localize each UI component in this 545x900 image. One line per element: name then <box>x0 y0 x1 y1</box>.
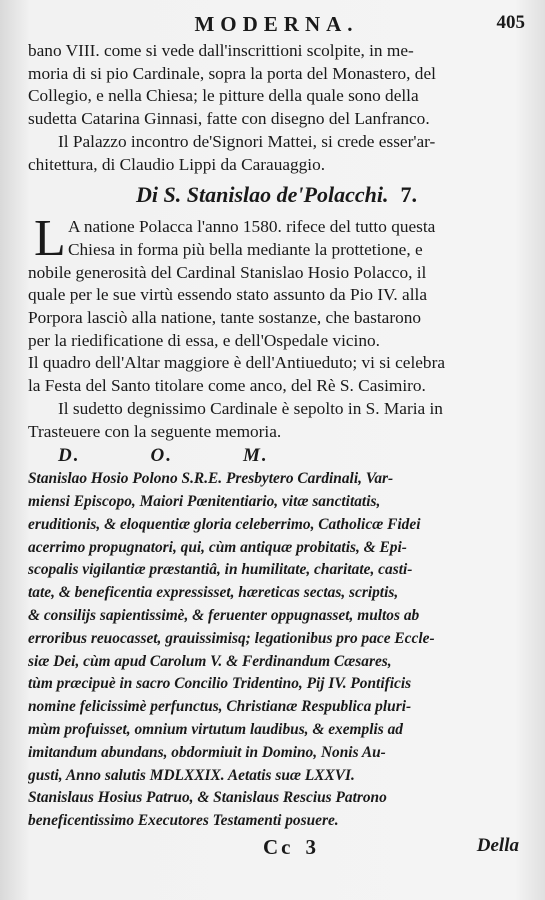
text-line: Il Palazzo incontro de'Signori Mattei, si crede esser'ar- <box>58 131 436 151</box>
epitaph-line: & consilijs sapientissimè, & feruenter oppugnasset, multos ab <box>28 607 420 625</box>
text-line: bano VIII. come si vede dall'inscrittioni scolpite, in me- <box>28 41 414 60</box>
text-line: la Festa del Santo titolare come anco, del Rè S. Casimiro. <box>28 376 426 396</box>
text-line: nobile generosità del Cardinal Stanislao Hosio Polacco, il <box>28 262 427 282</box>
text-line: Collegio, e nella Chiesa; le pitture della quale sono della <box>28 86 419 106</box>
text-line: moria di si pio Cardinale, sopra la porta del Monastero, del <box>28 63 436 83</box>
epitaph-line: Stanislao Hosio Polono S.R.E. Presbytero Cardinali, Var- <box>28 470 394 488</box>
section-paragraph <box>28 210 525 352</box>
running-head-title: MODERNA. <box>194 12 359 36</box>
intro-paragraph <box>28 40 525 131</box>
text-line: Chiesa in forma più bella mediante la prottetione, e <box>68 239 423 259</box>
epitaph-line: Stanislaus Hosius Patruo, & Stanislaus Rescius Patrono <box>28 789 387 807</box>
dom-letter: O. <box>150 445 173 467</box>
signature-letters: Cc <box>263 835 294 859</box>
text-line: Porpora lasciò alla natione, tante sostanze, che bastarono <box>28 308 422 328</box>
dom-letter: D. <box>58 445 81 467</box>
epitaph-line: erroribus reuocasset, grauissimisq; legationibus pro pace Eccle- <box>28 629 435 647</box>
text-line: chitettura, di Claudio Lippi da Carauaggio. <box>28 154 326 174</box>
text-line: quale per le sue virtù essendo stato assunto da Pio IV. alla <box>28 285 427 305</box>
signature-mark <box>263 835 319 860</box>
epitaph-line: eruditionis, & eloquentiæ gloria celeberrimo, Catholicæ Fidei <box>28 515 421 533</box>
dom-inscription <box>28 444 525 468</box>
epitaph-line: tùm præcipuè in sacro Concilio Tridentino, Pij IV. Pontificis <box>28 675 412 693</box>
epitaph-line: scopalis vigilantiæ præstantiâ, in humilitate, charitate, casti- <box>28 561 413 579</box>
drop-cap: L <box>34 210 66 268</box>
text-line: Il sudetto degnissimo Cardinale è sepolto in S. Maria in <box>58 398 443 418</box>
epitaph-line: gusti, Anno salutis MDLXXIX. Aetatis suæ LXXVI. <box>28 766 355 784</box>
text-line: Trasteuere con la seguente memoria. <box>28 421 282 441</box>
catchword: Della <box>476 835 519 856</box>
epitaph-line: imitandum abundans, obdormiuit in Domino, Nonis Au- <box>28 743 386 761</box>
epitaph-line: beneficentissimo Executores Testamenti posuere. <box>28 812 339 830</box>
section-heading <box>28 180 525 210</box>
epitaph-line: miensi Episcopo, Maiori Pœnitentiario, vitæ sanctitatis, <box>28 493 381 511</box>
epitaph-line: nomine felicissimè perfunctus, Christianæ Respublica pluri- <box>28 698 412 716</box>
sepolto-paragraph <box>28 398 525 443</box>
palazzo-paragraph <box>28 131 525 176</box>
epitaph-line: acerrimo propugnatori, qui, cùm antiquæ probitatis, & Epi- <box>28 538 407 556</box>
page-number: 405 <box>496 12 525 33</box>
dom-letter: M. <box>242 445 269 467</box>
page-footer <box>28 835 525 863</box>
altar-paragraph <box>28 352 525 397</box>
epitaph-line: siæ Dei, cùm apud Carolum V. & Ferdinandum Cæsares, <box>28 652 392 670</box>
section-number: 7. <box>400 182 417 208</box>
text-line: Il quadro dell'Altar maggiore è dell'Antiueduto; vi si celebra <box>28 353 446 373</box>
epitaph <box>28 468 525 833</box>
text-line: sudetta Catarina Ginnasi, fatte con disegno del Lanfranco. <box>28 109 430 129</box>
text-line: A natione Polacca l'anno 1580. rifece del tutto questa <box>68 217 436 237</box>
epitaph-line: tate, & beneficentia expressisset, hæreticas sectas, scriptis, <box>28 584 399 602</box>
text-line: per la riedificatione di essa, e dell'Ospedale vicino. <box>28 330 380 350</box>
running-head <box>28 12 525 40</box>
signature-number: 3 <box>305 835 319 859</box>
epitaph-line: mùm profuisset, omnium virtutum laudibus, & exemplis ad <box>28 721 404 739</box>
section-title: Di S. Stanislao de'Polacchi. <box>136 182 389 208</box>
